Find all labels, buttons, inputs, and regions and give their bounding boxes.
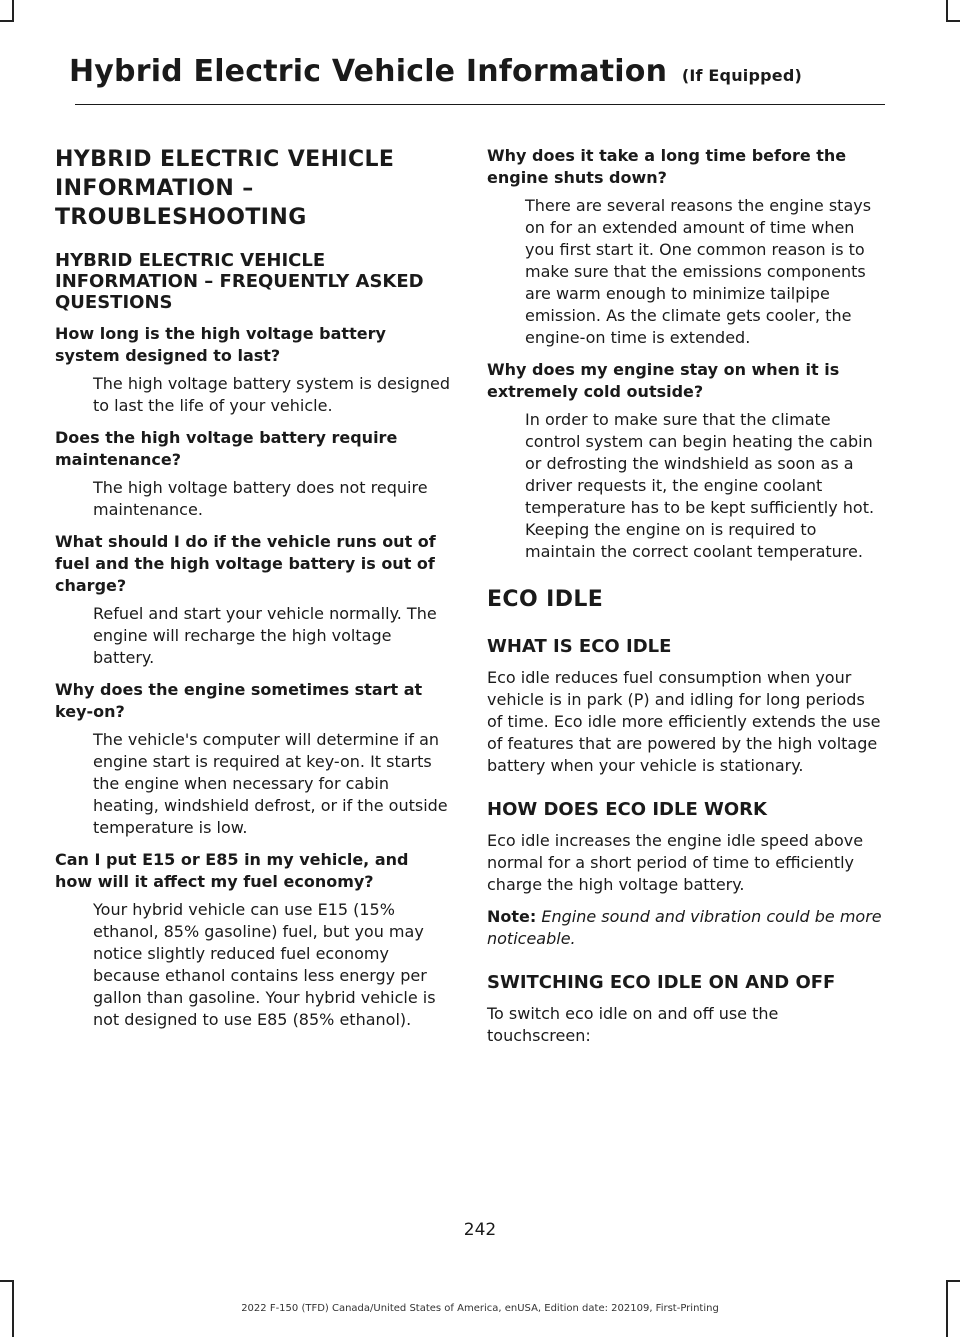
note-label: Note:: [487, 907, 537, 926]
faq-item: [55, 531, 451, 669]
faq-item: [55, 849, 451, 1031]
note-text: Engine sound and vibration could be more noticeable.: [487, 907, 882, 948]
faq-question: Why does it take a long time before the engine shuts down?: [487, 146, 847, 187]
how-eco-idle-works-text: Eco idle increases the engine idle speed above normal for a short period of time to efficiently charge the high voltage battery.: [487, 831, 864, 894]
section-heading: HYBRID ELECTRIC VEHICLE INFORMATION – TROUBLESHOOTING: [55, 147, 395, 230]
faq-question: Why does the engine sometimes start at key-on?: [55, 680, 423, 721]
switching-eco-idle-heading: SWITCHING ECO IDLE ON AND OFF: [487, 972, 836, 993]
header-divider: [75, 104, 885, 105]
crop-mark: [0, 1280, 14, 1282]
faq-answer: The vehicle's computer will determine if an engine start is required at key-on. It starts the engine when necessary for cabin heating, windshield defrost, or if the outside temperature is low.: [93, 730, 448, 837]
faq-question: Can I put E15 or E85 in my vehicle, and how will it affect my fuel economy?: [55, 850, 409, 891]
faq-answer: Refuel and start your vehicle normally. The engine will recharge the high voltage battery.: [93, 604, 437, 667]
header-title: Hybrid Electric Vehicle Information: [68, 54, 668, 89]
eco-idle-heading: ECO IDLE: [487, 587, 604, 612]
faq-answer: The high voltage battery does not require maintenance.: [93, 478, 428, 519]
right-column: [487, 145, 883, 1057]
faq-item: [487, 145, 883, 349]
faq-question: What should I do if the vehicle runs out of fuel and the high voltage battery is out of charge?: [55, 532, 436, 595]
header-qualifier: (If Equipped): [681, 66, 802, 85]
crop-mark: [0, 20, 14, 22]
crop-mark: [12, 0, 14, 22]
crop-mark: [946, 20, 960, 22]
faq-item: [487, 359, 883, 563]
footer: 2022 F-150 (TFD) Canada/United States of America, enUSA, Edition date: 202109, First-Printing: [241, 1303, 719, 1314]
page-number: 242: [463, 1220, 497, 1240]
crop-mark: [946, 0, 948, 22]
faq-question: How long is the high voltage battery system designed to last?: [55, 324, 386, 365]
faq-answer: In order to make sure that the climate control system can begin heating the cabin or defrosting the windshield as soon as a driver requests it, the engine coolant temperature has to be kept sufficiently hot. Keeping the engine on is required to maintain the correct coolant temperature.: [525, 410, 875, 561]
switching-eco-idle-text: To switch eco idle on and off use the touchscreen:: [487, 1004, 779, 1045]
crop-mark: [946, 1280, 960, 1282]
what-is-eco-idle-heading: WHAT IS ECO IDLE: [487, 636, 672, 657]
page-header: [69, 54, 802, 89]
faq-answer: Your hybrid vehicle can use E15 (15% ethanol, 85% gasoline) fuel, but you may notice slightly reduced fuel economy because ethanol contains less energy per gallon than gasoline. Your hybrid vehicle is not designed to use E85 (85% ethanol).: [93, 900, 436, 1029]
faq-answer: There are several reasons the engine stays on for an extended amount of time when you first start it. One common reason is to make sure that the emissions components are warm enough to minimize tailpipe emission. As the climate gets cooler, the engine-on time is extended.: [525, 196, 872, 347]
faq-item: [55, 323, 451, 417]
left-column: [55, 145, 451, 1041]
note: [487, 906, 883, 950]
faq-answer: The high voltage battery system is designed to last the life of your vehicle.: [93, 374, 451, 415]
how-eco-idle-works-heading: HOW DOES ECO IDLE WORK: [487, 799, 767, 820]
faq-question: Does the high voltage battery require maintenance?: [55, 428, 398, 469]
faq-question: Why does my engine stay on when it is extremely cold outside?: [487, 360, 840, 401]
faq-item: [55, 679, 451, 839]
subsection-heading: HYBRID ELECTRIC VEHICLE INFORMATION – FREQUENTLY ASKED QUESTIONS: [55, 250, 424, 313]
faq-item: [55, 427, 451, 521]
what-is-eco-idle-text: Eco idle reduces fuel consumption when your vehicle is in park (P) and idling for long periods of time. Eco idle more efficiently extends the use of features that are powered by the high voltage battery when your vehicle is stationary.: [487, 668, 881, 775]
